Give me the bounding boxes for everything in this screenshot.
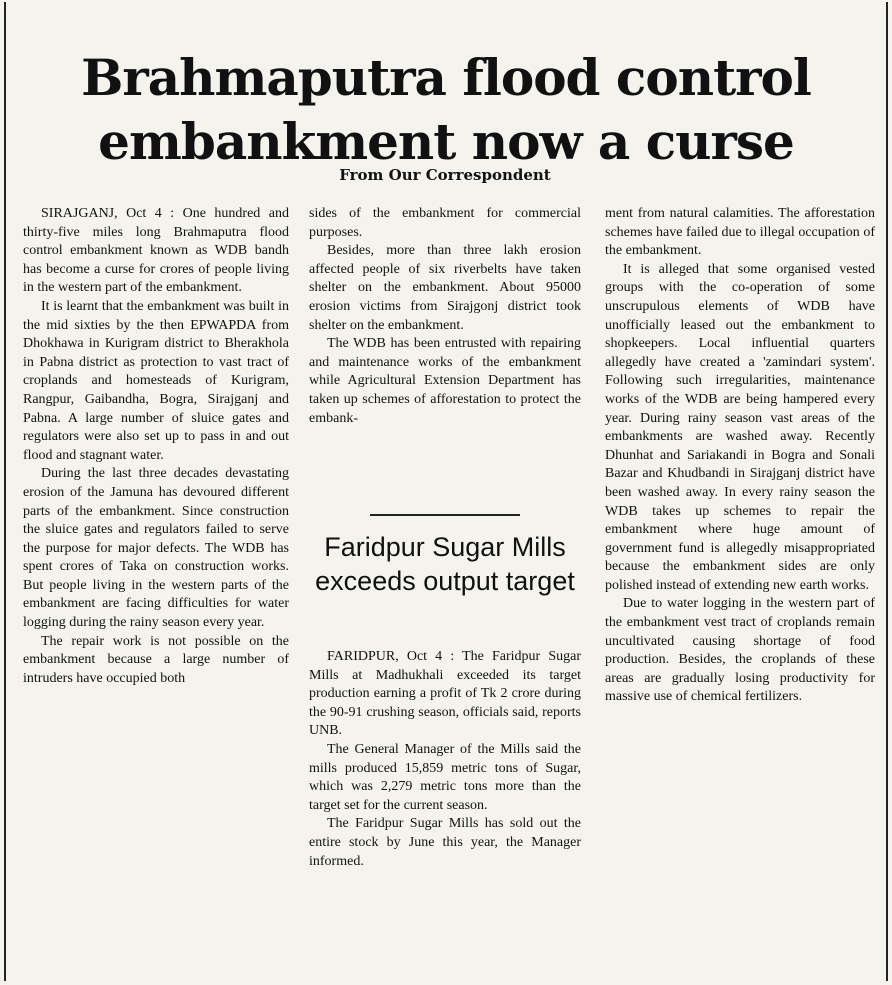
paragraph: FARIDPUR, Oct 4 : The Faridpur Sugar Mills at Madhukhali exceeded its target production earning a profit of Tk 2 crore during the 90-91 crushing season, officials said, reports UNB. xyxy=(309,649,581,739)
paragraph: ment from natural calamities. The afforestation schemes have failed due to illegal occupation of the embankment. xyxy=(605,206,875,259)
paragraph: It is alleged that some organised vested groups with the co-operation of some unscrupulous elements of WDB have unofficially leased out the embankment to shopkeepers. Local influential quarters allegedly have created a 'zamindari system'. Following such irregularities, maintenance works of the WDB are being hampered every year. During rainy season vast areas of the embankments are washed away. Recently Dhunhat and Sariakandi in Bogra and Sonali Bazar and Khudbandi in Sirajganj district have been washed away. In every rainy season the WDB takes up schemes to repair the embankment where huge amount of government fund is allegedly misappropriated because the embankment sides are only polished instead of extending new earth works. xyxy=(605,261,875,593)
headline: Brahmaputra flood control embankment now a curse xyxy=(81,47,811,171)
paragraph: It is learnt that the embankment was built in the mid sixties by the then EPWAPDA from Dhokhawa in Kurigram district to Bherakhola in Pabna district as protection to vast tract of croplands and homesteads of Kurigram, Rangpur, Gaibandha, Bogra, Sirajganj and Pabna. A large number of sluice gates and regulators were also set up to pass in and out flood and stagnant water. xyxy=(23,298,289,463)
paragraph: During the last three decades devastating erosion of the Jamuna has devoured different parts of the embankment. Since construction the sluice gates and regulators failed to serve the purpose for major defects. The WDB has spent crores of Taka on construction works. But people living in the western parts of the embankment are facing difficulties for water logging during the rainy season every year. xyxy=(23,466,289,631)
paragraph: Due to water logging in the western part of the embankment vest tract of croplands remain uncultivated causing shortage of food production. Besides, the croplands of these areas are gradually losing productivity for massive use of chemical fertilizers. xyxy=(605,596,875,705)
main-story-column-1 xyxy=(23,205,289,688)
paragraph: The repair work is not possible on the embankment because a large number of intruders have occupied both xyxy=(23,633,289,686)
main-story-column-2 xyxy=(309,205,581,428)
paragraph: The General Manager of the Mills said the mills produced 15,859 metric tons of Sugar, which was 2,279 metric tons more than the target set for the current season. xyxy=(309,741,581,813)
second-story-headline: Faridpur Sugar Mills exceeds output target xyxy=(315,532,575,596)
paragraph: SIRAJGANJ, Oct 4 : One hundred and thirty-five miles long Brahmaputra flood control embankment known as WDB bandh has become a curse for crores of people living in the western part of the embankment. xyxy=(23,206,289,296)
paragraph: The Faridpur Sugar Mills has sold out the entire stock by June this year, the Manager informed. xyxy=(309,816,581,869)
story-divider xyxy=(370,514,520,516)
paragraph: sides of the embankment for commercial purposes. xyxy=(309,206,581,240)
paragraph: Besides, more than three lakh erosion affected people of six riverbelts have taken shelter on the embankment. About 95000 erosion victims from Sirajgonj district took shelter on the embankment. xyxy=(309,243,581,333)
byline: From Our Correspondent xyxy=(339,166,551,184)
main-story-column-3 xyxy=(605,205,875,707)
second-story-body xyxy=(309,648,581,871)
paragraph: The WDB has been entrusted with repairing and maintenance works of the embankment while Agricultural Extension Department has taken up schemes of afforestation to protect the embank- xyxy=(309,336,581,426)
